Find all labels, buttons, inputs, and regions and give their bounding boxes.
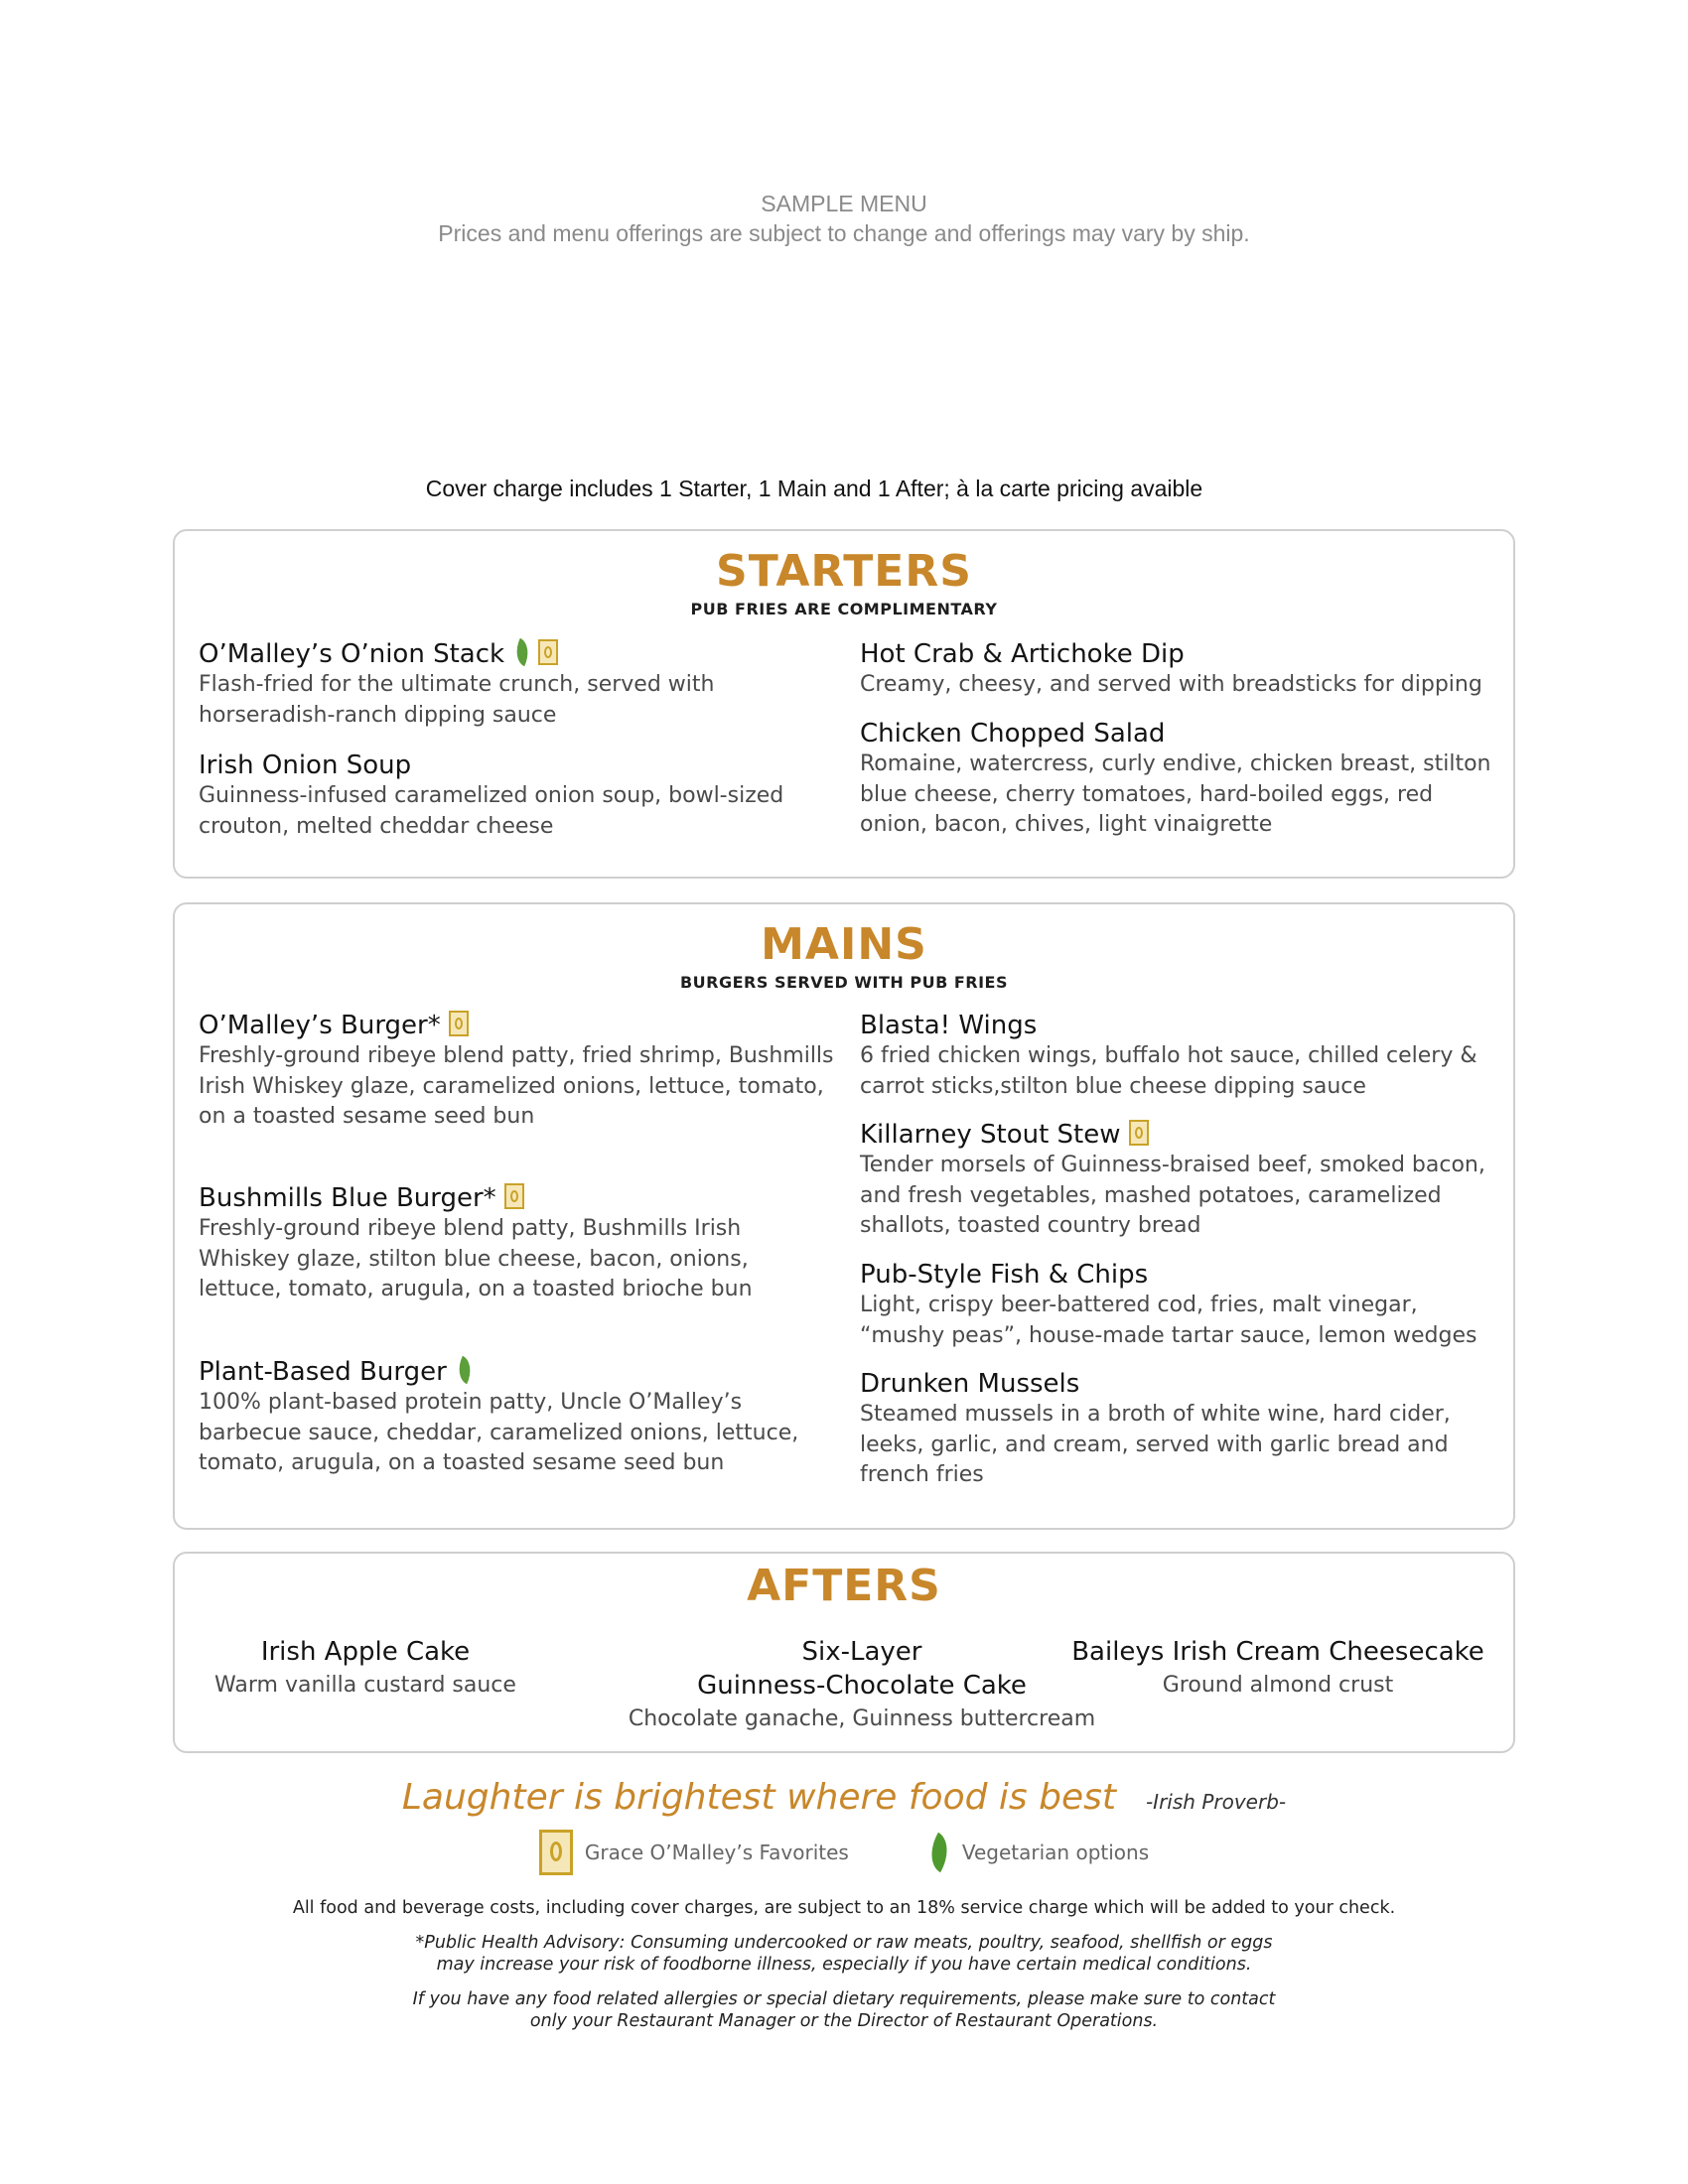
sample-menu-title: SAMPLE MENU [761,191,927,216]
disclaimer-text: Prices and menu offerings are subject to change and offerings may vary by ship. [438,220,1250,246]
leaf-icon [510,637,535,666]
item-name: Baileys Irish Cream Cheesecake [1071,1637,1484,1667]
mains-section [173,902,1515,1530]
item-name-line2: Guinness-Chocolate Cake [697,1671,1027,1701]
item-name: Hot Crab & Artichoke Dip [860,639,1185,669]
allergy-note-line2: only your Restaurant Manager or the Director of Restaurant Operations. [529,2011,1159,2031]
item-description: Guinness-infused caramelized onion soup, bowl-sized crouton, melted cheddar cheese [199,783,784,839]
grace-omalley-badge-icon [449,1011,469,1036]
starters-title: STARTERS [716,546,972,597]
item-description: Romaine, watercress, curly endive, chicken breast, stilton blue cheese, cherry tomatoes, hard-boiled eggs, red onion, bacon, chives, light vinaigrette [860,751,1491,837]
dessert-item [1045,1635,1511,1703]
menu-item [199,1182,834,1305]
item-description: Light, crispy beer-battered cod, fries, malt vinegar, “mushy peas”, house-made tartar sauce, lemon wedges [860,1293,1477,1348]
icon-legend [0,1830,1688,1875]
item-name: Irish Apple Cake [260,1637,471,1667]
dessert-item [157,1635,574,1703]
item-description: Creamy, cheesy, and served with breadsticks for dipping [860,672,1482,697]
menu-item [860,1119,1495,1242]
item-description: 6 fried chicken wings, buffalo hot sauce, chilled celery & carrot sticks,stilton blue cheese dipping sauce [860,1043,1477,1099]
allergy-note-line1: If you have any food related allergies or special dietary requirements, please make sure to contact [412,1989,1276,2009]
mains-title: MAINS [761,919,927,970]
leaf-icon [452,1355,477,1384]
item-description: Freshly-ground ribeye blend patty, fried shrimp, Bushmills Irish Whiskey glaze, caramelized onions, lettuce, tomato, on a toasted sesame seed bun [199,1043,834,1129]
item-description: Steamed mussels in a broth of white wine, hard cider, leeks, garlic, and cream, served with garlic bread and french fries [860,1402,1451,1487]
menu-item [199,750,834,842]
page-header [0,189,1688,248]
menu-item [860,638,1495,701]
item-description: Warm vanilla custard sauce [214,1673,516,1698]
grace-omalley-badge-icon [539,1830,573,1875]
health-advisory-line2: may increase your risk of foodborne illness, especially if you have certain medical conditions. [436,1955,1252,1975]
legend-favorites-label: Grace O’Malley’s Favorites [584,1841,849,1864]
item-name: Blasta! Wings [860,1011,1038,1040]
item-name: Chicken Chopped Salad [860,719,1166,749]
menu-item [860,1368,1495,1491]
item-name: Plant-Based Burger [199,1357,447,1387]
dessert-item [624,1635,1100,1736]
item-description: Chocolate ganache, Guinness buttercream [628,1706,1096,1731]
starters-subtitle: PUB FRIES ARE COMPLIMENTARY [690,600,998,618]
menu-item [199,1010,834,1133]
item-description: Freshly-ground ribeye blend patty, Bushmills Irish Whiskey glaze, stilton blue cheese, bacon, onions, lettuce, tomato, arugula, on a toasted brioche bun [199,1216,753,1301]
item-name: Bushmills Blue Burger* [199,1183,496,1213]
proverb [0,1777,1688,1818]
item-description: Ground almond crust [1162,1673,1394,1698]
menu-item [860,1259,1495,1351]
service-charge-note: All food and beverage costs, including cover charges, are subject to an 18% service charge which will be added to your check. [292,1898,1396,1918]
item-name: Irish Onion Soup [199,751,412,780]
grace-omalley-badge-icon [538,639,558,665]
item-description: Tender morsels of Guinness-braised beef, smoked bacon, and fresh vegetables, mashed potatoes, caramelized shallots, toasted country bread [860,1153,1485,1238]
menu-item [860,718,1495,841]
item-name: Drunken Mussels [860,1369,1080,1399]
grace-omalley-badge-icon [1129,1120,1149,1146]
item-name: Pub-Style Fish & Chips [860,1260,1149,1290]
item-name-line1: Six-Layer [801,1637,922,1667]
grace-omalley-badge-icon [504,1183,524,1209]
item-name: O’Malley’s O’nion Stack [199,639,505,669]
health-advisory-line1: *Public Health Advisory: Consuming undercooked or raw meats, poultry, seafood, shellfish or eggs [415,1933,1273,1953]
cover-charge-note: Cover charge includes 1 Starter, 1 Main and 1 After; à la carte pricing avaible [425,476,1203,501]
leaf-icon [921,1833,957,1872]
afters-title: AFTERS [747,1561,941,1611]
proverb-attribution: -Irish Proverb- [1145,1790,1287,1814]
item-name: Killarney Stout Stew [860,1120,1121,1150]
menu-item [199,638,834,731]
menu-item [199,1356,834,1479]
starters-section [173,529,1515,879]
proverb-quote: Laughter is brightest where food is best [401,1777,1116,1818]
item-description: 100% plant-based protein patty, Uncle O’Malley’s barbecue sauce, cheddar, caramelized onions, lettuce, tomato, arugula, on a toasted sesame seed bun [199,1390,799,1475]
legend-vegetarian-label: Vegetarian options [961,1841,1150,1864]
afters-section [173,1552,1515,1753]
item-name: O’Malley’s Burger* [199,1011,441,1040]
item-description: Flash-fried for the ultimate crunch, served with horseradish-ranch dipping sauce [199,672,715,728]
mains-subtitle: BURGERS SERVED WITH PUB FRIES [679,973,1009,992]
menu-item [860,1010,1495,1102]
